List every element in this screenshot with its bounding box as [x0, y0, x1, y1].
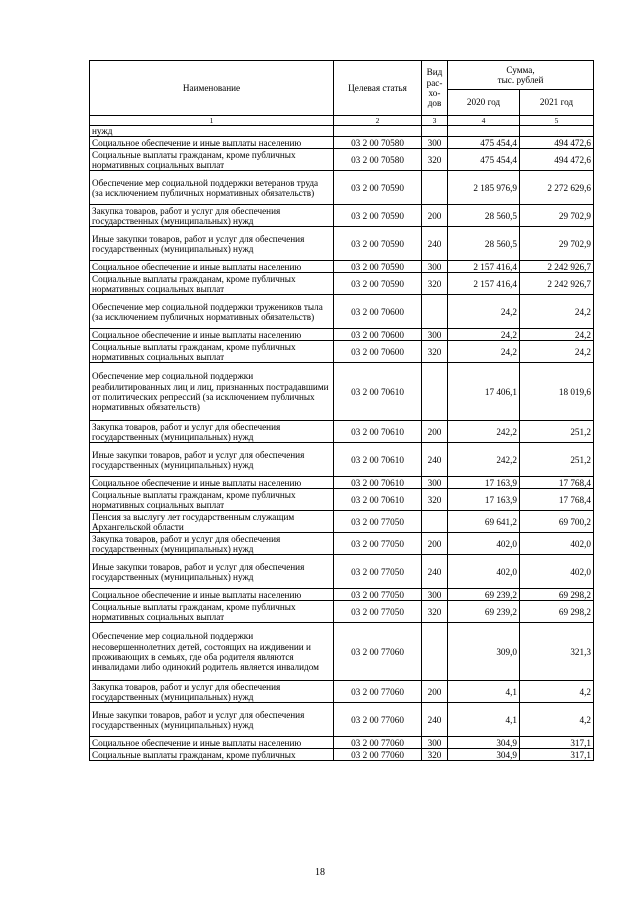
cell-name: Закупка товаров, работ и услуг для обеспечения государственных (муниципальных) нужд	[90, 533, 334, 555]
cell-article: 03 2 00 77050	[334, 589, 422, 601]
cell-article: 03 2 00 77060	[334, 703, 422, 737]
cell-kind	[422, 363, 448, 421]
cell-name: Социальное обеспечение и иные выплаты населению	[90, 477, 334, 489]
cell-amount-2020: 2 185 976,9	[448, 171, 520, 205]
cell-amount-2021: 69 298,2	[520, 601, 594, 623]
cell-article: 03 2 00 77060	[334, 681, 422, 703]
cell-article: 03 2 00 77050	[334, 555, 422, 589]
cell-amount-2020: 24,2	[448, 341, 520, 363]
cell-kind: 200	[422, 681, 448, 703]
cell-name: Закупка товаров, работ и услуг для обеспечения государственных (муниципальных) нужд	[90, 681, 334, 703]
cell-amount-2021	[520, 126, 594, 137]
header-kind	[422, 61, 448, 116]
cell-kind: 320	[422, 749, 448, 761]
cell-amount-2021: 4,2	[520, 681, 594, 703]
cell-amount-2021: 251,2	[520, 443, 594, 477]
cell-kind	[422, 511, 448, 533]
cell-amount-2021: 29 702,9	[520, 227, 594, 261]
cell-amount-2020: 402,0	[448, 533, 520, 555]
cell-amount-2020: 2 157 416,4	[448, 261, 520, 273]
cell-article: 03 2 00 77050	[334, 533, 422, 555]
cell-amount-2020: 309,0	[448, 623, 520, 681]
table-row	[90, 329, 594, 341]
cell-article: 03 2 00 77060	[334, 623, 422, 681]
cell-kind: 320	[422, 149, 448, 171]
cell-kind	[422, 623, 448, 681]
cell-name: Закупка товаров, работ и услуг для обеспечения государственных (муниципальных) нужд	[90, 205, 334, 227]
cell-kind: 320	[422, 601, 448, 623]
cell-amount-2021: 402,0	[520, 533, 594, 555]
cell-amount-2020: 17 163,9	[448, 477, 520, 489]
cell-amount-2021: 4,2	[520, 703, 594, 737]
cell-name: Обеспечение мер социальной поддержки ветеранов труда (за исключением публичных нормативных обязательств)	[90, 171, 334, 205]
table-row	[90, 295, 594, 329]
cell-amount-2020	[448, 126, 520, 137]
cell-name: Закупка товаров, работ и услуг для обеспечения государственных (муниципальных) нужд	[90, 421, 334, 443]
header-name: Наименование	[90, 61, 334, 116]
column-number: 4	[448, 116, 520, 126]
cell-kind: 300	[422, 737, 448, 749]
cell-amount-2021: 494 472,6	[520, 149, 594, 171]
cell-name: Социальное обеспечение и иные выплаты населению	[90, 329, 334, 341]
cell-name: нужд	[90, 126, 334, 137]
cell-amount-2021: 494 472,6	[520, 137, 594, 149]
cell-article: 03 2 00 70600	[334, 329, 422, 341]
table-row	[90, 205, 594, 227]
cell-name: Социальное обеспечение и иные выплаты населению	[90, 261, 334, 273]
header-article: Целевая статья	[334, 61, 422, 116]
cell-amount-2021: 317,1	[520, 749, 594, 761]
table-row	[90, 681, 594, 703]
budget-table	[89, 60, 594, 761]
cell-amount-2021: 17 768,4	[520, 477, 594, 489]
cell-article: 03 2 00 70590	[334, 205, 422, 227]
cell-article: 03 2 00 70610	[334, 477, 422, 489]
cell-amount-2020: 475 454,4	[448, 137, 520, 149]
cell-amount-2020: 24,2	[448, 295, 520, 329]
cell-kind: 320	[422, 489, 448, 511]
table-row	[90, 589, 594, 601]
cell-name: Обеспечение мер социальной поддержки тружеников тыла (за исключением публичных нормативных обязательств)	[90, 295, 334, 329]
cell-article: 03 2 00 70610	[334, 363, 422, 421]
cell-amount-2020: 69 239,2	[448, 589, 520, 601]
cell-name: Иные закупки товаров, работ и услуг для обеспечения государственных (муниципальных) нужд	[90, 703, 334, 737]
table-row	[90, 171, 594, 205]
cell-article: 03 2 00 70600	[334, 295, 422, 329]
header-year-2021: 2021 год	[520, 90, 594, 116]
table-row	[90, 261, 594, 273]
table-row	[90, 623, 594, 681]
cell-article	[334, 126, 422, 137]
table-row	[90, 749, 594, 761]
page-number: 18	[315, 867, 325, 878]
cell-amount-2020: 2 157 416,4	[448, 273, 520, 295]
header-kind-line: хо-	[428, 88, 441, 98]
cell-article: 03 2 00 70610	[334, 421, 422, 443]
cell-article: 03 2 00 77060	[334, 737, 422, 749]
header-sum	[448, 61, 594, 90]
cell-amount-2020: 242,2	[448, 421, 520, 443]
column-number: 5	[520, 116, 594, 126]
table-row	[90, 137, 594, 149]
column-number: 3	[422, 116, 448, 126]
table-row	[90, 703, 594, 737]
cell-amount-2020: 4,1	[448, 703, 520, 737]
table-row	[90, 737, 594, 749]
cell-amount-2021: 69 700,2	[520, 511, 594, 533]
cell-article: 03 2 00 70600	[334, 341, 422, 363]
table-row	[90, 555, 594, 589]
table-row	[90, 511, 594, 533]
cell-amount-2021: 2 242 926,7	[520, 273, 594, 295]
cell-amount-2021: 402,0	[520, 555, 594, 589]
cell-amount-2021: 24,2	[520, 341, 594, 363]
column-number: 2	[334, 116, 422, 126]
table-row	[90, 601, 594, 623]
cell-article: 03 2 00 70610	[334, 489, 422, 511]
cell-name: Социальное обеспечение и иные выплаты населению	[90, 137, 334, 149]
cell-name: Социальные выплаты гражданам, кроме публичных нормативных социальных выплат	[90, 341, 334, 363]
table-row	[90, 273, 594, 295]
cell-kind: 300	[422, 589, 448, 601]
cell-name: Обеспечение мер социальной поддержки реабилитированных лиц и лиц, признанных пострадавшими от политических репрессий (за исключением публичных нормативных обязательств)	[90, 363, 334, 421]
cell-amount-2021: 29 702,9	[520, 205, 594, 227]
cell-amount-2021: 24,2	[520, 329, 594, 341]
cell-amount-2021: 2 272 629,6	[520, 171, 594, 205]
cell-amount-2021: 18 019,6	[520, 363, 594, 421]
cell-amount-2020: 28 560,5	[448, 227, 520, 261]
cell-amount-2021: 251,2	[520, 421, 594, 443]
cell-amount-2021: 24,2	[520, 295, 594, 329]
cell-kind: 240	[422, 703, 448, 737]
cell-kind: 300	[422, 477, 448, 489]
cell-kind: 200	[422, 533, 448, 555]
cell-article: 03 2 00 70590	[334, 273, 422, 295]
cell-amount-2021: 317,1	[520, 737, 594, 749]
cell-name: Обеспечение мер социальной поддержки несовершеннолетних детей, состоящих на иждивении и проживающих в семьях, где оба родителя являются инвалидами либо одинокий родитель является инвалидом	[90, 623, 334, 681]
cell-kind: 300	[422, 261, 448, 273]
cell-amount-2020: 28 560,5	[448, 205, 520, 227]
cell-name: Социальные выплаты гражданам, кроме публичных нормативных социальных выплат	[90, 489, 334, 511]
cell-name: Социальные выплаты гражданам, кроме публичных нормативных социальных выплат	[90, 273, 334, 295]
table-row	[90, 477, 594, 489]
table-row	[90, 341, 594, 363]
cell-name: Пенсия за выслугу лет государственным служащим Архангельской области	[90, 511, 334, 533]
cell-article: 03 2 00 77050	[334, 601, 422, 623]
cell-kind: 320	[422, 273, 448, 295]
table-body	[90, 126, 594, 761]
table-row	[90, 126, 594, 137]
cell-name: Социальное обеспечение и иные выплаты населению	[90, 589, 334, 601]
cell-name: Социальные выплаты гражданам, кроме публичных	[90, 749, 334, 761]
cell-amount-2020: 17 406,1	[448, 363, 520, 421]
cell-article: 03 2 00 70590	[334, 227, 422, 261]
header-kind-line: рас-	[426, 77, 443, 88]
cell-article: 03 2 00 70610	[334, 443, 422, 477]
cell-kind: 240	[422, 227, 448, 261]
header-sum-line: тыс. рублей	[497, 75, 544, 85]
cell-amount-2020: 304,9	[448, 737, 520, 749]
cell-kind	[422, 126, 448, 137]
header-kind-line: дов	[427, 98, 442, 109]
cell-kind: 200	[422, 205, 448, 227]
cell-article: 03 2 00 77050	[334, 511, 422, 533]
table-row	[90, 227, 594, 261]
cell-amount-2020: 69 641,2	[448, 511, 520, 533]
cell-article: 03 2 00 70580	[334, 149, 422, 171]
cell-kind: 320	[422, 341, 448, 363]
table-row	[90, 533, 594, 555]
table-row	[90, 421, 594, 443]
header-kind-line: Вид	[426, 67, 443, 78]
header-sum-line: Сумма,	[506, 64, 535, 75]
cell-name: Социальные выплаты гражданам, кроме публичных нормативных социальных выплат	[90, 149, 334, 171]
cell-kind: 240	[422, 443, 448, 477]
cell-amount-2020: 4,1	[448, 681, 520, 703]
cell-kind: 300	[422, 137, 448, 149]
table-row	[90, 443, 594, 477]
cell-amount-2021: 69 298,2	[520, 589, 594, 601]
cell-name: Иные закупки товаров, работ и услуг для обеспечения государственных (муниципальных) нужд	[90, 443, 334, 477]
cell-amount-2021: 321,3	[520, 623, 594, 681]
cell-kind: 200	[422, 421, 448, 443]
cell-name: Социальное обеспечение и иные выплаты населению	[90, 737, 334, 749]
table-row	[90, 149, 594, 171]
cell-article: 03 2 00 70580	[334, 137, 422, 149]
cell-article: 03 2 00 70590	[334, 171, 422, 205]
header-year-2020: 2020 год	[448, 90, 520, 116]
cell-amount-2020: 24,2	[448, 329, 520, 341]
cell-name: Иные закупки товаров, работ и услуг для обеспечения государственных (муниципальных) нужд	[90, 227, 334, 261]
cell-name: Социальные выплаты гражданам, кроме публичных нормативных социальных выплат	[90, 601, 334, 623]
cell-amount-2020: 475 454,4	[448, 149, 520, 171]
cell-kind: 300	[422, 329, 448, 341]
cell-article: 03 2 00 70590	[334, 261, 422, 273]
cell-amount-2021: 2 242 926,7	[520, 261, 594, 273]
cell-amount-2021: 17 768,4	[520, 489, 594, 511]
cell-kind: 240	[422, 555, 448, 589]
cell-kind	[422, 295, 448, 329]
table-row	[90, 489, 594, 511]
cell-amount-2020: 304,9	[448, 749, 520, 761]
cell-amount-2020: 242,2	[448, 443, 520, 477]
cell-kind	[422, 171, 448, 205]
table-row	[90, 363, 594, 421]
cell-name: Иные закупки товаров, работ и услуг для обеспечения государственных (муниципальных) нужд	[90, 555, 334, 589]
column-number: 1	[90, 116, 334, 126]
cell-article: 03 2 00 77060	[334, 749, 422, 761]
cell-amount-2020: 17 163,9	[448, 489, 520, 511]
cell-amount-2020: 402,0	[448, 555, 520, 589]
cell-amount-2020: 69 239,2	[448, 601, 520, 623]
